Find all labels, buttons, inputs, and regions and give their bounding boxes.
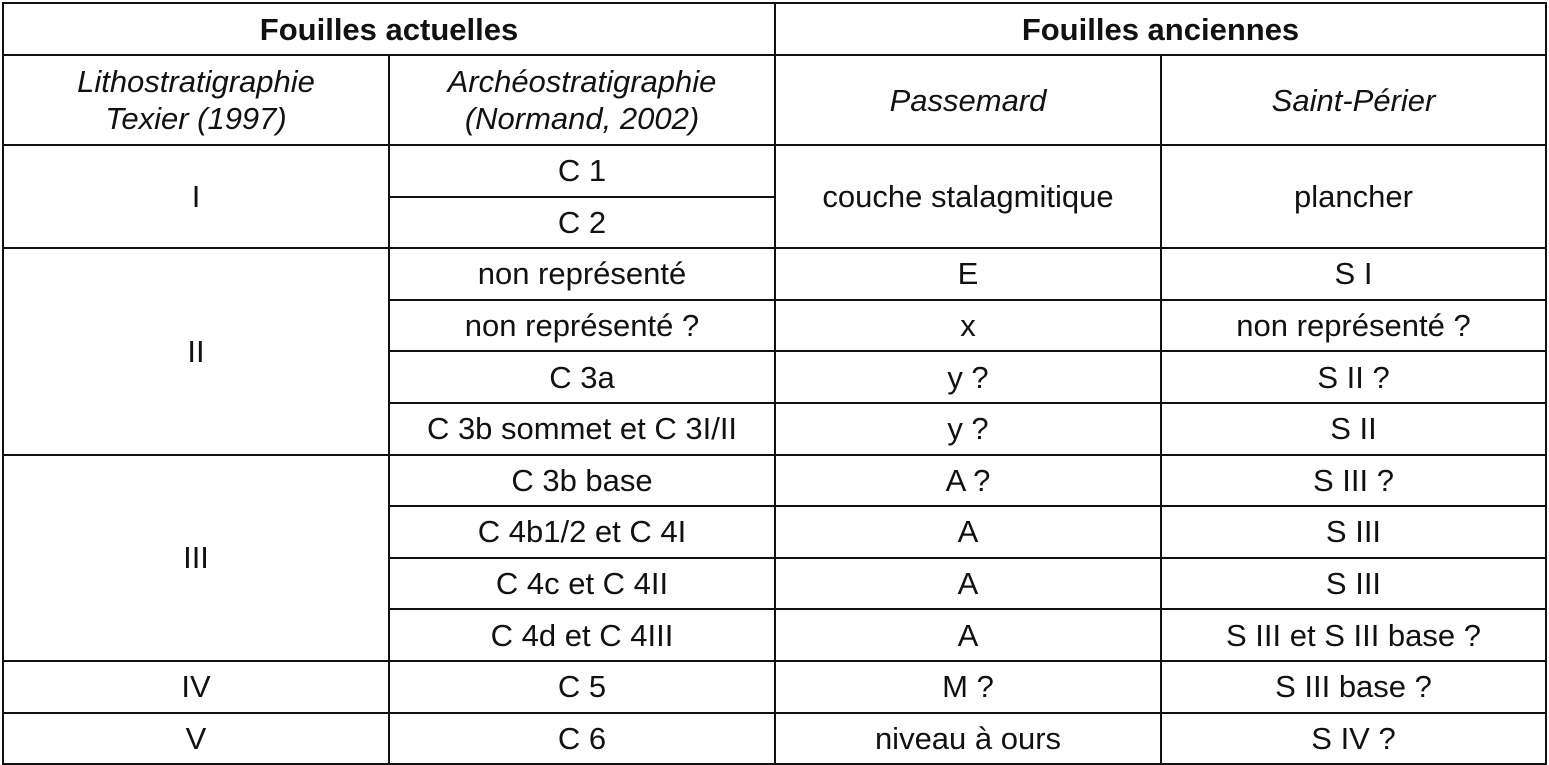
table-row (3, 248, 1546, 300)
header-lithostratigraphie-line2: Texier (1997) (105, 101, 287, 136)
saint-perier-cell: S IV ? (1161, 713, 1546, 765)
unit-cell-IV: IV (3, 661, 389, 713)
saint-perier-cell: S III et S III base ? (1161, 609, 1546, 661)
archeo-cell: C 6 (389, 713, 775, 765)
unit-cell-V: V (3, 713, 389, 765)
header-passemard: Passemard (775, 55, 1161, 145)
saint-perier-cell: S I (1161, 248, 1546, 300)
passemard-cell: y ? (775, 403, 1161, 455)
saint-perier-cell: S II (1161, 403, 1546, 455)
archeo-cell: C 1 (389, 145, 775, 197)
header-fouilles-actuelles: Fouilles actuelles (3, 3, 775, 55)
unit-cell-III: III (3, 455, 389, 661)
passemard-cell: x (775, 300, 1161, 352)
header-lithostratigraphie (3, 55, 389, 145)
archeo-cell: non représenté (389, 248, 775, 300)
saint-perier-cell-merged: plancher (1161, 145, 1546, 248)
archeo-cell: C 3b base (389, 455, 775, 507)
header-row-columns (3, 55, 1546, 145)
header-archeostratigraphie (389, 55, 775, 145)
header-lithostratigraphie-line1: Lithostratigraphie (77, 64, 315, 99)
stratigraphy-correlation-table (2, 2, 1547, 765)
passemard-cell: M ? (775, 661, 1161, 713)
table-row (3, 145, 1546, 197)
header-row-groups (3, 3, 1546, 55)
archeo-cell: C 4b1/2 et C 4I (389, 506, 775, 558)
header-archeostratigraphie-line2: (Normand, 2002) (464, 101, 700, 136)
table-row (3, 713, 1546, 765)
header-saint-perier: Saint-Périer (1161, 55, 1546, 145)
header-fouilles-anciennes: Fouilles anciennes (775, 3, 1546, 55)
saint-perier-cell: S III ? (1161, 455, 1546, 507)
saint-perier-cell: S III base ? (1161, 661, 1546, 713)
saint-perier-cell: S III (1161, 506, 1546, 558)
archeo-cell: C 3b sommet et C 3I/II (389, 403, 775, 455)
archeo-cell: C 4c et C 4II (389, 558, 775, 610)
archeo-cell: C 5 (389, 661, 775, 713)
passemard-cell: A (775, 506, 1161, 558)
unit-cell-I: I (3, 145, 389, 248)
passemard-cell: A (775, 609, 1161, 661)
header-archeostratigraphie-line1: Archéostratigraphie (447, 64, 717, 99)
passemard-cell: niveau à ours (775, 713, 1161, 765)
archeo-cell: non représenté ? (389, 300, 775, 352)
passemard-cell: A ? (775, 455, 1161, 507)
passemard-cell: A (775, 558, 1161, 610)
table-row (3, 661, 1546, 713)
table-row (3, 455, 1546, 507)
archeo-cell: C 3a (389, 351, 775, 403)
saint-perier-cell: S III (1161, 558, 1546, 610)
passemard-cell: E (775, 248, 1161, 300)
passemard-cell-merged: couche stalagmitique (775, 145, 1161, 248)
archeo-cell: C 4d et C 4III (389, 609, 775, 661)
archeo-cell: C 2 (389, 197, 775, 249)
saint-perier-cell: S II ? (1161, 351, 1546, 403)
saint-perier-cell: non représenté ? (1161, 300, 1546, 352)
passemard-cell: y ? (775, 351, 1161, 403)
unit-cell-II: II (3, 248, 389, 454)
